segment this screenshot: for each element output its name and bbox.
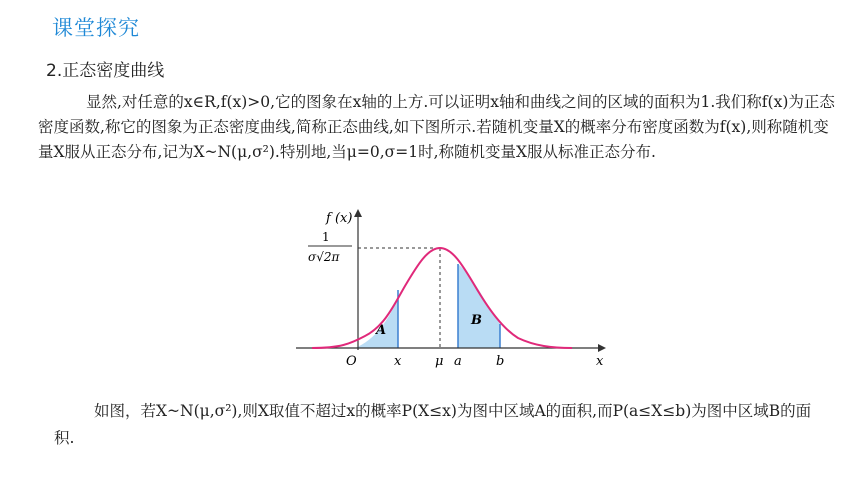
tick-label-b: b	[496, 354, 505, 369]
peak-numerator: 1	[322, 230, 330, 244]
y-axis-label: f (x)	[326, 211, 353, 226]
page-title: 课堂探究	[52, 16, 140, 40]
normal-curve	[312, 248, 572, 348]
section-heading: 2.正态密度曲线	[46, 61, 165, 81]
region-b	[458, 264, 500, 348]
x-axis-label: x	[596, 354, 604, 369]
tick-label-a: a	[454, 354, 462, 369]
paragraph-probability-text: 如图，若X~N(μ,σ²),则X取值不超过x的概率P(X≤x)为图中区域A的面积,而P(a≤X≤b)为图中区域B的面积.	[54, 402, 812, 447]
tick-label-mu: μ	[435, 354, 444, 369]
paragraph-probability	[54, 398, 814, 452]
y-axis-arrow	[354, 209, 362, 217]
tick-label-x: x	[394, 354, 402, 369]
paragraph-definition	[38, 90, 838, 165]
region-b-label: B	[471, 313, 482, 328]
region-a-label: A	[376, 323, 387, 338]
paragraph-definition-text: 显然,对任意的x∈R,f(x)>0,它的图象在x轴的上方.可以证明x轴和曲线之间的区域的面积为1.我们称f(x)为正态密度函数,称它的图象为正态密度曲线,简称正态曲线,如下图所示.若随机变量X的概率分布密度函数为f(x),则称随机变量X服从正态分布,记为X~N(μ,σ²).特别地,当μ=0,σ=1时,称随机变量X服从标准正态分布.	[38, 93, 835, 161]
normal-curve-diagram	[290, 198, 620, 374]
x-axis-arrow	[598, 344, 606, 352]
tick-label-origin: O	[346, 354, 357, 369]
peak-denominator: σ√2π	[308, 250, 340, 264]
